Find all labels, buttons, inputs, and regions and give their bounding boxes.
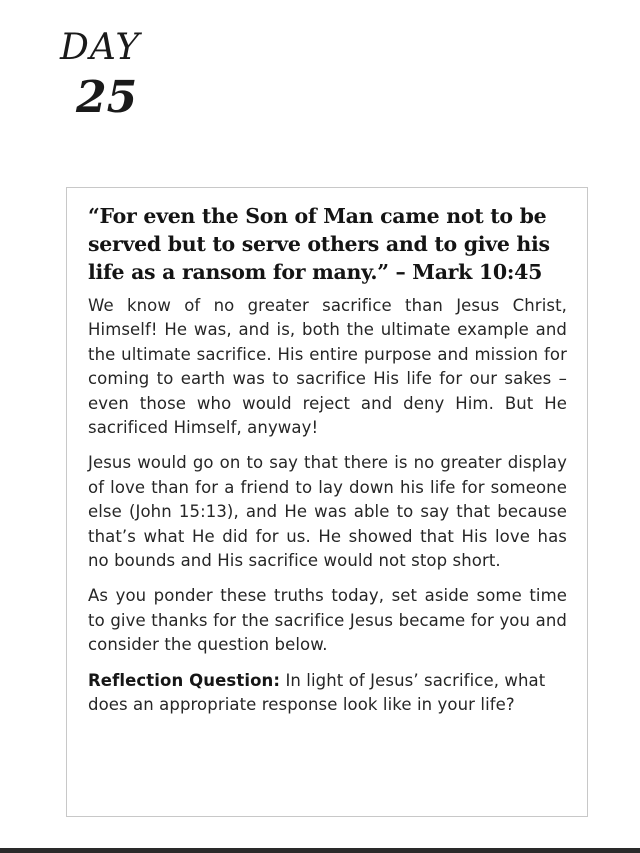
reflection-text: In light of Jesus’ sacrifice, what does an appropriate response look like in your life? [88, 670, 546, 715]
bottom-divider [0, 848, 640, 853]
day-number: 25 [76, 72, 138, 123]
day-label: DAY [60, 27, 141, 68]
paragraph-1: We know of no greater sacrifice than Jesus Christ, Himself! He was, and is, both the ultimate example and the ultimate sacrifice. His entire purpose and mission for coming to earth was to sacrifice His life for our sakes – even those who would reject and deny Him. But He sacrificed Himself, anyway! [88, 296, 567, 438]
reflection-question [88, 669, 567, 718]
scripture-quote: “For even the Son of Man came not to be served but to serve others and to give his life as a ransom for many.” – Mark 10:45 [88, 204, 550, 284]
day-header [62, 26, 140, 124]
reflection-label: Reflection Question: [88, 670, 281, 690]
paragraph-3: As you ponder these truths today, set aside some time to give thanks for the sacrifice Jesus became for you and consider the question below. [88, 586, 567, 655]
devotional-card [66, 187, 588, 817]
paragraph-2: Jesus would go on to say that there is no greater display of love than for a friend to lay down his life for someone else (John 15:13), and He was able to say that because that’s what He did for us. He showed that His love has no bounds and His sacrifice would not stop short. [88, 453, 567, 571]
